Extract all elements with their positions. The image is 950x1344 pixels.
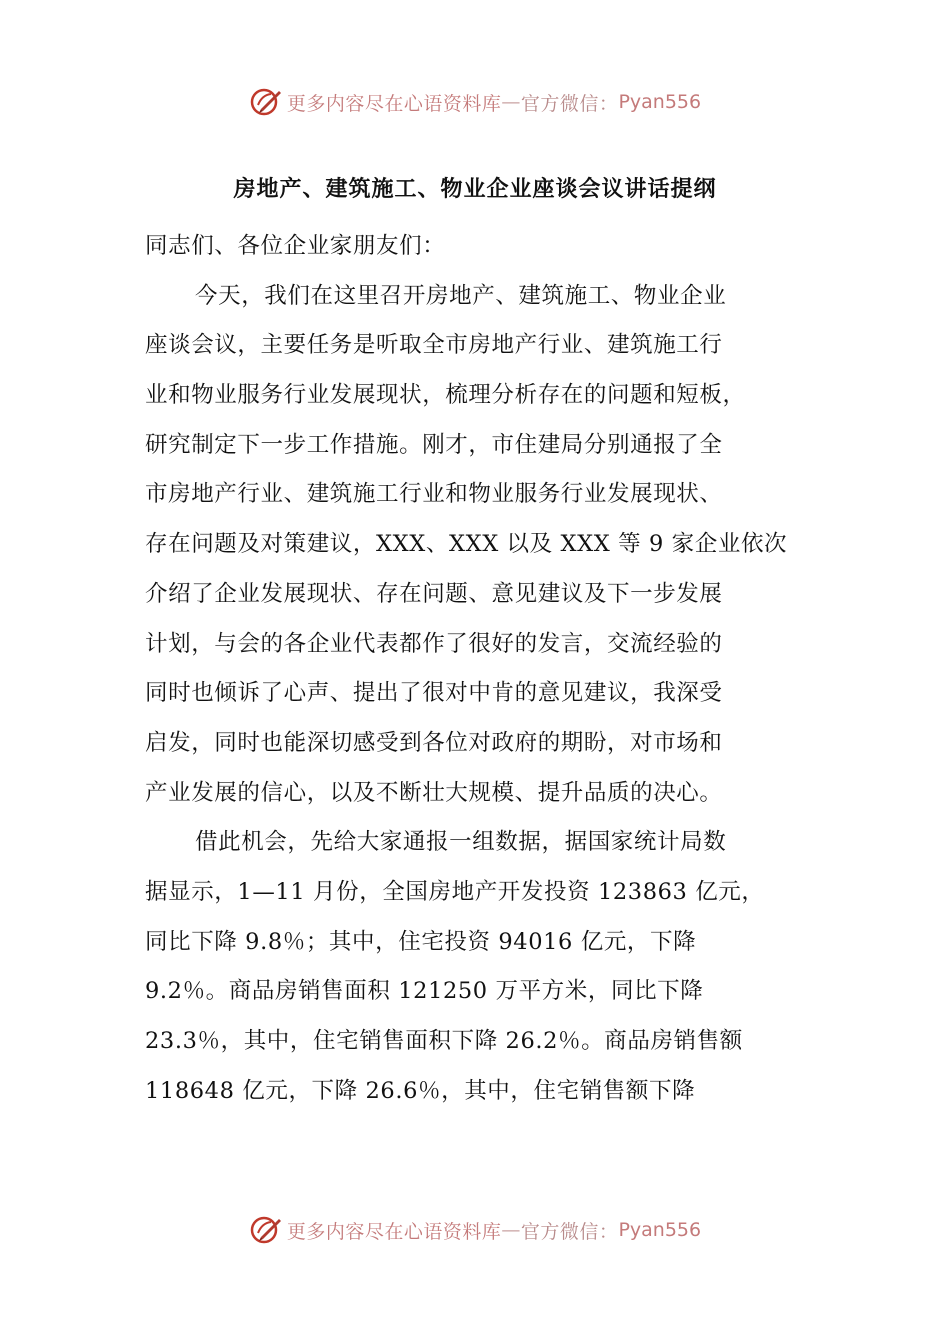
watermark-separator: —: [501, 1219, 521, 1241]
footer-watermark: [0, 1210, 950, 1250]
body-line: 同比下降 9.8％；其中，住宅投资 94016 亿元，下降: [145, 928, 697, 955]
document-title: 房地产、建筑施工、物业企业座谈会议讲话提纲: [233, 177, 717, 202]
body-line: 存在问题及对策建议，XXX、XXX 以及 XXX 等 9 家企业依次: [145, 531, 788, 558]
body-line: 借此机会，先给大家通报一组数据，据国家统计局数: [195, 829, 727, 856]
body-line: 座谈会议，主要任务是听取全市房地产行业、建筑施工行: [145, 332, 723, 359]
document-body: [145, 222, 795, 1116]
watermark-brand-text: 更多内容尽在心语资料库: [286, 92, 502, 115]
pen-logo-icon: [249, 1213, 283, 1247]
body-line: 今天，我们在这里召开房地产、建筑施工、物业企业: [195, 282, 727, 309]
body-line: 产业发展的信心，以及不断壮大规模、提升品质的决心。: [145, 779, 723, 806]
body-line: 计划，与会的各企业代表都作了很好的发言，交流经验的: [145, 630, 723, 657]
header-watermark: [0, 82, 950, 122]
watermark-wechat-label: 官方微信：: [520, 92, 619, 115]
body-line: 业和物业服务行业发展现状，梳理分析存在的问题和短板，: [145, 382, 746, 409]
body-line: 9.2％。商品房销售面积 121250 万平方米，同比下降: [145, 978, 704, 1005]
pen-logo-icon: [249, 85, 283, 119]
body-line: 启发，同时也能深切感受到各位对政府的期盼，对市场和: [145, 729, 723, 756]
body-line: 118648 亿元，下降 26.6％，其中，住宅销售额下降: [145, 1077, 696, 1104]
body-line: 介绍了企业发展现状、存在问题、意见建议及下一步发展: [145, 580, 723, 607]
body-line: 研究制定下一步工作措施。刚才，市住建局分别通报了全: [145, 431, 723, 458]
body-line: 据显示，1—11 月份，全国房地产开发投资 123863 亿元，: [145, 878, 765, 905]
salutation-line: 同志们、各位企业家朋友们：: [145, 233, 446, 259]
watermark-wechat-id: Pyan556: [618, 91, 702, 113]
watermark-separator: —: [501, 91, 521, 113]
watermark-brand-text: 更多内容尽在心语资料库: [286, 1220, 502, 1243]
watermark-wechat-id: Pyan556: [618, 1219, 702, 1241]
body-line: 23.3％，其中，住宅销售面积下降 26.2％。商品房销售额: [145, 1028, 743, 1054]
body-line: 同时也倾诉了心声、提出了很对中肯的意见建议，我深受: [145, 680, 723, 707]
body-line: 市房地产行业、建筑施工行业和物业服务行业发展现状、: [145, 481, 723, 508]
watermark-wechat-label: 官方微信：: [520, 1220, 619, 1243]
